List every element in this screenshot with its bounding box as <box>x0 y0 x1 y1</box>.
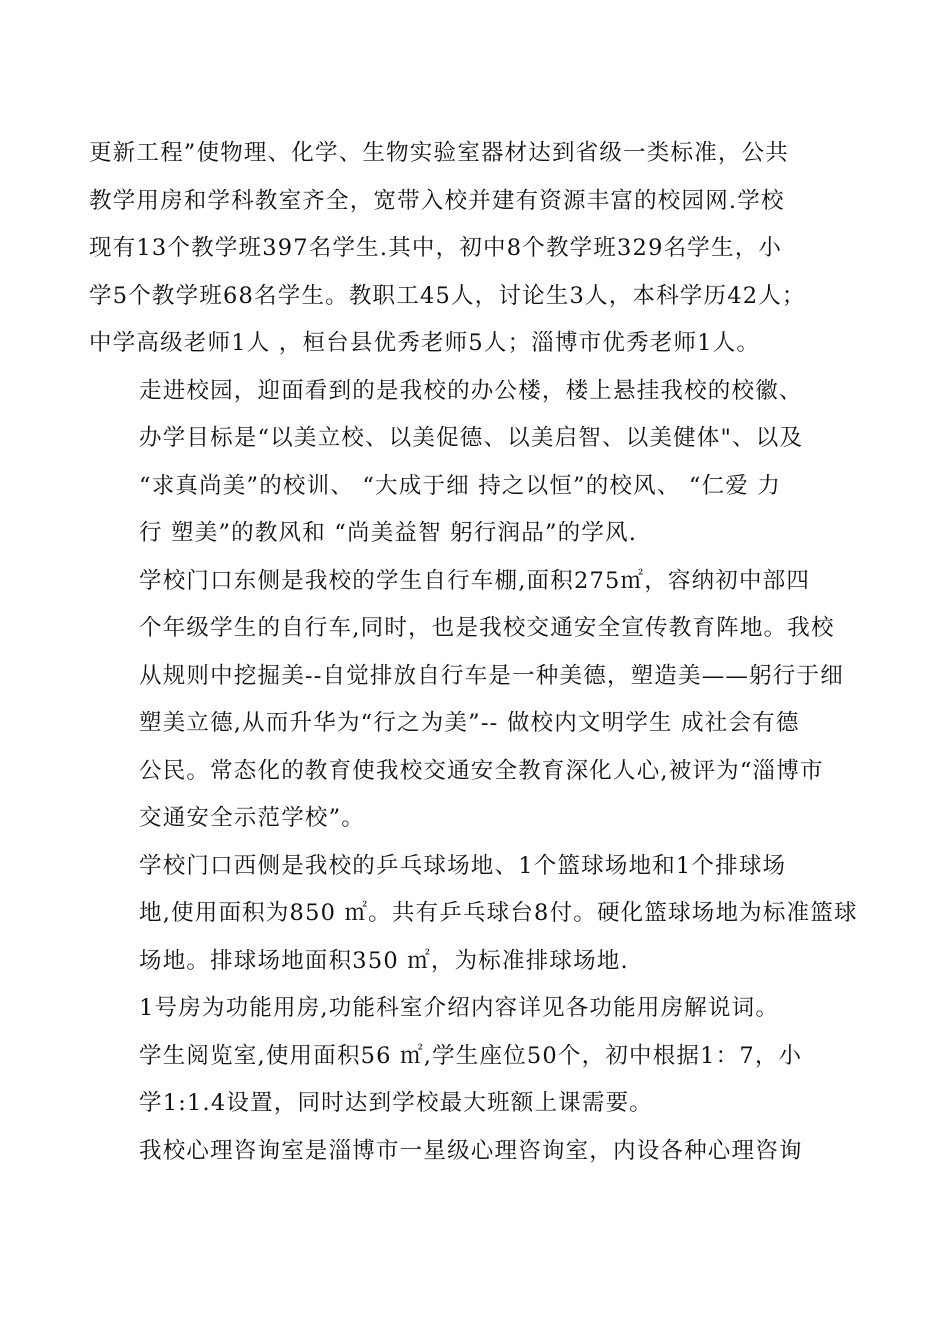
text-line: 学5个教学班68名学生。教职工45人，讨论生3人，本科学历42人； <box>89 282 806 309</box>
text-line: 现有13个教学班397名学生.其中，初中8个教学班329名学生，小 <box>89 235 783 261</box>
text-line: 从规则中挖掘美--自觉排放自行车是一种美德，塑造美——躬行于细 <box>139 662 844 689</box>
text-line: 学校门口西侧是我校的乒乓球场地、1个篮球场地和1个排球场 <box>139 852 787 879</box>
text-line: 我校心理咨询室是淄博市一星级心理咨询室，内设各种心理咨询 <box>139 1137 803 1164</box>
paragraph <box>89 1033 879 1128</box>
text-line: 教学用房和学科教室齐全，宽带入校并建有资源丰富的校园网.学校 <box>89 187 785 214</box>
text-line: 学1:1.4设置，同时达到学校最大班额上课需要。 <box>139 1090 653 1116</box>
paragraph <box>89 843 879 986</box>
text-line: 交通安全示范学校”。 <box>139 805 366 831</box>
document-body <box>89 130 879 1175</box>
text-line: 走进校园，迎面看到的是我校的办公楼，楼上悬挂我校的校徽、 <box>139 377 803 404</box>
text-line: 塑美立德,从而升华为“行之为美”-- 做校内文明学生 成社会有德 <box>139 710 800 736</box>
text-line: 行 塑美”的教风和 “尚美益智 躬行润品”的学风. <box>139 520 638 546</box>
text-line: “求真尚美”的校训、 “大成于细 持之以恒”的校风、 “仁爱 力 <box>139 472 782 499</box>
paragraph <box>89 1128 879 1176</box>
text-line: 场地。排球场地面积350 ㎡，为标准排球场地. <box>139 947 629 974</box>
paragraph <box>89 368 879 558</box>
paragraph <box>89 558 879 843</box>
text-line: 公民。常态化的教育使我校交通安全教育深化人心,被评为“淄博市 <box>139 757 824 784</box>
paragraph <box>89 985 879 1033</box>
text-line: 学生阅览室,使用面积56 ㎡,学生座位50个，初中根据1：7，小 <box>139 1042 803 1069</box>
text-line: 地,使用面积为850 ㎡。共有乒乓球台8付。硬化篮球场地为标准篮球 <box>139 900 858 926</box>
paragraph <box>89 130 879 368</box>
text-line: 更新工程”使物理、化学、生物实验室器材达到省级一类标准，公共 <box>89 140 790 166</box>
text-line: 学校门口东侧是我校的学生自行车棚,面积275㎡，容纳初中部四 <box>139 567 811 594</box>
text-line: 办学目标是“以美立校、以美促德、以美启智、以美健体"、以及 <box>139 425 804 451</box>
text-line: 个年级学生的自行车,同时，也是我校交通安全宣传教育阵地。我校 <box>139 615 835 641</box>
text-line: 中学高级老师1人 ，桓台县优秀老师5人；淄博市优秀老师1人。 <box>89 330 761 356</box>
text-line: 1号房为功能用房,功能科室介绍内容详见各功能用房解说词。 <box>139 995 780 1021</box>
